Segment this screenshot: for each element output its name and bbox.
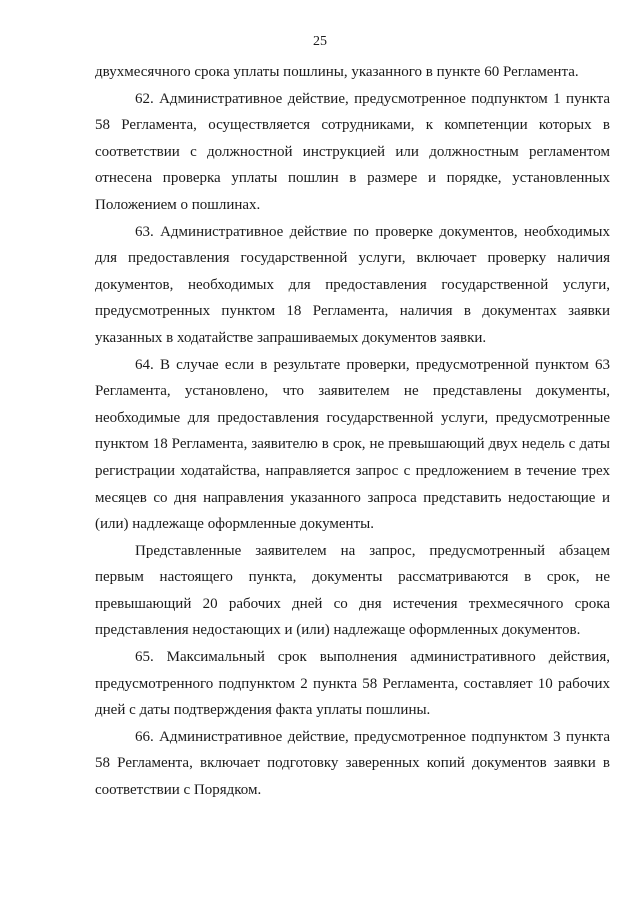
paragraph-66: 66. Административное действие, предусмотренное подпунктом 3 пункта 58 Регламента, включает подготовку заверенных копий документов заявки в соответствии с Порядком.: [95, 728, 610, 799]
document-body: [95, 59, 610, 804]
paragraph-64: 64. В случае если в результате проверки, предусмотренной пунктом 63 Регламента, установлено, что заявителем не представлены документы, необходимые для предоставления государственной услуги, предусмотренные пунктом 18 Регламента, заявителю в срок, не превышающий двух недель с даты регистрации ходатайства, направляется запрос с предложением в течение трех месяцев со дня направления указанного запроса представить недостающие и (или) надлежаще оформленные документы.: [95, 356, 610, 533]
paragraph-65: 65. Максимальный срок выполнения административного действия, предусмотренного подпунктом 2 пункта 58 Регламента, составляет 10 рабочих дней с даты подтверждения факта уплаты пошлины.: [95, 649, 610, 719]
paragraph-64-second: Представленные заявителем на запрос, предусмотренный абзацем первым настоящего пункта, документы рассматриваются в срок, не превышающий 20 рабочих дней со дня истечения трехмесячного срока представления недостающих и (или) надлежаще оформленных документов.: [95, 542, 610, 639]
paragraph-63: 63. Административное действие по проверке документов, необходимых для предоставления государственной услуги, включает проверку наличия документов, необходимых для предоставления государственной услуги, предусмотренных пунктом 18 Регламента, наличия в документах заявки указанных в ходатайстве запрашиваемых документов заявки.: [95, 223, 610, 346]
paragraph-62: 62. Административное действие, предусмотренное подпунктом 1 пункта 58 Регламента, осуществляется сотрудниками, к компетенции которых в соответствии с должностной инструкцией или должностным регламентом отнесена проверка уплаты пошлин в размере и порядке, установленных Положением о пошлинах.: [95, 90, 610, 213]
page-number: 25: [313, 34, 327, 49]
paragraph-continuation: двухмесячного срока уплаты пошлины, указанного в пункте 60 Регламента.: [95, 64, 579, 80]
